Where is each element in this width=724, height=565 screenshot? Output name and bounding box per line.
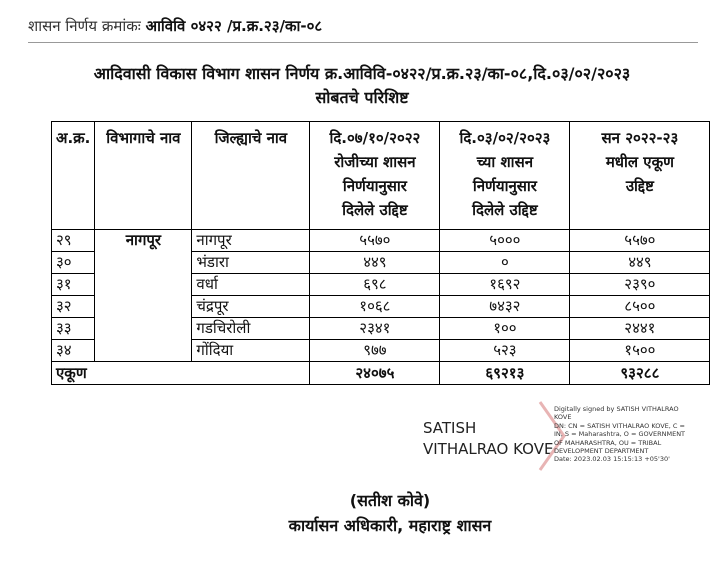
signatory-designation: कार्यासन अधिकारी, महाराष्ट्र शासन	[288, 516, 492, 535]
signature-detail-line: Digitally signed by SATISH VITHALRAO	[554, 405, 679, 413]
table-row	[52, 274, 710, 296]
signature-detail-line: KOVE	[554, 413, 572, 422]
cell-target-total: ५५७०	[570, 230, 710, 252]
gr-number: आविवि ०४२२ /प्र.क्र.२३/का-०८	[145, 17, 323, 35]
header-target-old	[310, 122, 440, 230]
table-total-row	[52, 362, 710, 385]
signature-detail-line: Date: 2023.02.03 15:15:13 +05'30'	[554, 455, 670, 464]
document-header	[28, 16, 708, 36]
cell-total-total: ९३२८८	[570, 362, 710, 385]
cell-division: नागपूर	[95, 230, 192, 252]
cell-division	[95, 318, 192, 340]
cell-target-new: ७४३२	[440, 296, 570, 318]
cell-target-old: ४४९	[310, 252, 440, 274]
cell-target-new: ०	[440, 252, 570, 274]
digital-signature-name	[423, 418, 553, 460]
table-header-row	[52, 122, 710, 230]
cell-serial: ३४	[52, 340, 95, 362]
cell-target-new: १००	[440, 318, 570, 340]
cell-target-total: १५००	[570, 340, 710, 362]
document-subtitle: सोबतचे परिशिष्ट	[315, 88, 409, 107]
header-line: च्या शासन	[476, 153, 534, 171]
table-row	[52, 230, 710, 252]
digital-signature-details	[554, 405, 724, 464]
signer-first-name: SATISH	[423, 419, 477, 437]
cell-district: नागपूर	[192, 230, 310, 252]
cell-target-total: २३९०	[570, 274, 710, 296]
cell-target-total: ४४९	[570, 252, 710, 274]
header-district: जिल्ह्याचे नाव	[192, 122, 310, 230]
cell-serial: ३०	[52, 252, 95, 274]
cell-district: वर्धा	[192, 274, 310, 296]
cell-serial: २९	[52, 230, 95, 252]
header-line: दि.०३/०२/२०२३	[459, 129, 551, 147]
cell-district: गडचिरोली	[192, 318, 310, 340]
cell-target-old: २३४१	[310, 318, 440, 340]
cell-target-new: ५२३	[440, 340, 570, 362]
header-division: विभागाचे नाव	[95, 122, 192, 230]
header-divider	[28, 42, 698, 43]
cell-target-new: ५०००	[440, 230, 570, 252]
signature-detail-line: OF MAHARASHTRA, OU = TRIBAL	[554, 438, 662, 447]
cell-total-new: ६९२१३	[440, 362, 570, 385]
cell-division	[95, 274, 192, 296]
cell-serial: ३२	[52, 296, 95, 318]
cell-division	[95, 340, 192, 362]
table-row	[52, 340, 710, 362]
cell-district: चंद्रपूर	[192, 296, 310, 318]
header-line: सन २०२२-२३	[601, 129, 679, 147]
cell-serial: ३१	[52, 274, 95, 296]
header-line: रोजीच्या शासन	[334, 153, 416, 171]
cell-division	[95, 252, 192, 274]
signatory-name: (सतीश कोवे)	[349, 491, 431, 510]
header-line: दिलेले उद्दिष्ट	[472, 201, 538, 219]
signature-detail-line: IN, S = Maharashtra, O = GOVERNMENT	[554, 430, 686, 439]
signature-detail-line: DEVELOPMENT DEPARTMENT	[554, 447, 649, 456]
signature-detail-line: DN: CN = SATISH VITHALRAO KOVE, C =	[554, 421, 685, 430]
document-title: आदिवासी विकास विभाग शासन निर्णय क्र.आविवि-०४२२/प्र.क्र.२३/का-०८,दि.०३/०२/२०२३	[93, 64, 631, 83]
target-table	[51, 121, 710, 385]
cell-total-label: एकूण	[52, 362, 310, 385]
cell-serial: ३३	[52, 318, 95, 340]
table-row	[52, 296, 710, 318]
cell-target-old: १०६८	[310, 296, 440, 318]
header-target-total	[570, 122, 710, 230]
header-line: दिलेले उद्दिष्ट	[342, 201, 408, 219]
cell-target-total: २४४१	[570, 318, 710, 340]
cell-target-total: ८५००	[570, 296, 710, 318]
header-line: मधील एकूण	[605, 153, 674, 171]
cell-target-old: ९७७	[310, 340, 440, 362]
header-line: उद्दिष्ट	[625, 177, 654, 195]
cell-target-old: ६९८	[310, 274, 440, 296]
cell-target-new: १६९२	[440, 274, 570, 296]
cell-target-old: ५५७०	[310, 230, 440, 252]
header-serial: अ.क्र.	[52, 122, 95, 230]
cell-district: गोंदिया	[192, 340, 310, 362]
signer-last-name: VITHALRAO KOVE	[423, 440, 554, 458]
gr-number-prefix: शासन निर्णय क्रमांकः	[28, 17, 141, 35]
cell-total-old: २४०७५	[310, 362, 440, 385]
cell-division	[95, 296, 192, 318]
header-line: निर्णयानुसार	[342, 177, 407, 195]
table-row	[52, 318, 710, 340]
header-line: दि.०७/१०/२०२२	[329, 129, 421, 147]
header-target-new	[440, 122, 570, 230]
header-line: निर्णयानुसार	[472, 177, 537, 195]
cell-district: भंडारा	[192, 252, 310, 274]
table-row	[52, 252, 710, 274]
